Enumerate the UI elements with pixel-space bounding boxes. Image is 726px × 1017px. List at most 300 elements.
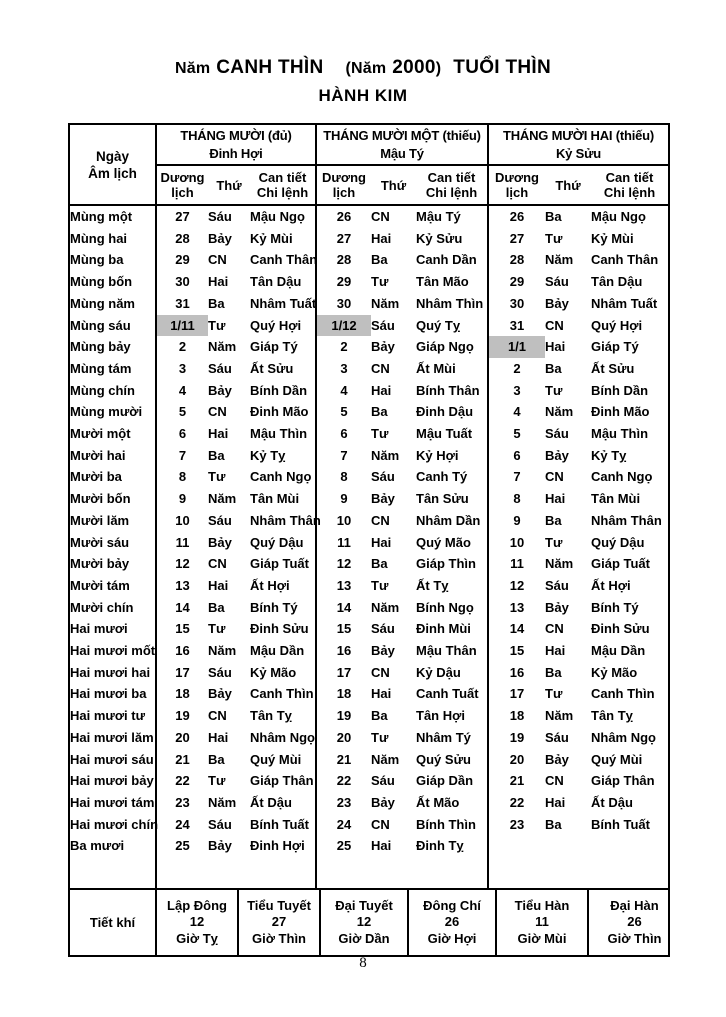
solar-date-cell: 3: [178, 360, 187, 376]
solar-date-cell: 14: [336, 599, 352, 615]
table-row: [69, 597, 669, 619]
solar-date-cell: 28: [509, 252, 525, 268]
weekday-cell: [545, 835, 591, 857]
weekday-cell: CN: [208, 404, 227, 420]
weekday-cell: Sáu: [371, 621, 395, 637]
solar-date-cell: 15: [336, 621, 352, 637]
solar-line2: lịch: [505, 185, 529, 200]
canchi-cell: Mậu Ngọ: [250, 205, 316, 228]
solar-date-cell: 26: [336, 209, 352, 224]
canchi-cell: Kỷ Hợi: [416, 445, 488, 467]
weekday-cell: Năm: [371, 295, 400, 311]
solar-date-cell: 10: [175, 512, 190, 528]
solar-date-cell: 21: [509, 773, 525, 789]
solar-date-cell: [488, 835, 545, 857]
subheader-canchi: [416, 165, 488, 205]
solar-term: [237, 890, 319, 955]
table-row: [69, 835, 669, 857]
spacer-cell: [69, 857, 156, 889]
weekday-cell: Tư: [545, 382, 563, 398]
solar-date-cell: 2: [340, 339, 348, 355]
weekday-cell: Năm: [371, 447, 400, 463]
solar-date-cell: 27: [175, 209, 190, 224]
solar-term-day: 27: [271, 914, 287, 930]
canchi-cell: Nhâm Tuất: [250, 293, 316, 315]
solar-date-cell: 11: [510, 556, 524, 572]
lunar-day-label: Mùng sáu: [69, 315, 156, 337]
lunar-day-label: Mười sáu: [69, 532, 156, 554]
table-row: [69, 792, 669, 814]
canchi-cell: Canh Tuất: [416, 683, 488, 705]
solar-date-cell: 14: [509, 621, 525, 637]
weekday-cell: Tư: [545, 230, 563, 246]
canchi-cell: Ất Dậu: [591, 794, 633, 810]
weekday-cell: CN: [371, 816, 390, 832]
title-nam: Năm: [175, 60, 211, 77]
weekday-cell: Hai: [208, 274, 229, 290]
weekday-cell: Sáu: [545, 577, 569, 593]
canchi-cell: Ất Sửu: [250, 358, 316, 380]
solar-term-name: Đại Hàn: [610, 897, 659, 913]
weekday-cell: Năm: [545, 252, 574, 268]
canchi-cell: Tân Dậu: [250, 271, 316, 293]
subheader-solar: [316, 165, 371, 205]
weekday-cell: Năm: [208, 643, 237, 659]
table-row: [69, 532, 669, 554]
canchi-cell: Tân Mùi: [250, 488, 316, 510]
weekday-cell: CN: [371, 512, 390, 528]
weekday-cell: Bảy: [371, 794, 395, 810]
subheader-weekday: Thứ: [208, 165, 250, 205]
canchi-cell: Bính Dần: [591, 382, 649, 398]
weekday-cell: Hai: [208, 729, 229, 745]
corner-header: [69, 124, 156, 205]
table-row: [69, 293, 669, 315]
canchi-cell: Mậu Tuất: [416, 423, 488, 445]
canchi-cell: Kỷ Sửu: [416, 228, 488, 250]
solar-date-cell: 8: [513, 491, 521, 507]
weekday-cell: Sáu: [208, 360, 232, 376]
weekday-cell: Ba: [208, 751, 225, 767]
solar-date-cell: 17: [336, 664, 352, 680]
canchi-cell: [591, 835, 669, 857]
canchi-cell: Đinh Mão: [250, 401, 316, 423]
table-row: [69, 575, 669, 597]
canchi-line2: Chi lệnh: [256, 185, 309, 200]
canchi-cell: Tân Tỵ: [250, 705, 316, 727]
solar-line1: Dương: [495, 170, 539, 185]
canchi-cell: Mậu Thìn: [250, 423, 316, 445]
solar-date-cell: 18: [175, 686, 190, 702]
weekday-cell: Tư: [371, 274, 389, 290]
solar-date-cell: 15: [509, 643, 525, 659]
weekday-cell: Ba: [545, 209, 562, 224]
solar-term-day: 12: [189, 914, 205, 930]
solar-term-hour: Giờ Hợi: [427, 930, 477, 946]
solar-date-cell: 19: [336, 708, 352, 724]
tiet-khi-cells: [156, 889, 669, 956]
weekday-cell: Ba: [371, 556, 388, 572]
canchi-cell: Mậu Tý: [416, 205, 488, 228]
canchi-line2: Chi lệnh: [603, 185, 656, 200]
solar-term: [407, 890, 495, 955]
solar-term-name: Tiểu Tuyết: [247, 897, 311, 913]
canchi-cell: Quý Mùi: [591, 751, 643, 767]
canchi-cell: Ất Sửu: [591, 360, 635, 376]
canchi-cell: Kỷ Tỵ: [250, 445, 316, 467]
weekday-cell: Ba: [208, 447, 225, 463]
table-row: [69, 618, 669, 640]
weekday-cell: Hai: [208, 577, 229, 593]
table-row: [69, 705, 669, 727]
weekday-cell: Sáu: [371, 773, 395, 789]
solar-date-cell: 22: [175, 773, 190, 789]
table-row: [69, 727, 669, 749]
canchi-cell: Canh Dần: [416, 249, 488, 271]
solar-date-cell: 21: [175, 751, 190, 767]
canchi-cell: Bính Dần: [250, 380, 316, 402]
solar-date-cell: 16: [175, 643, 190, 659]
table-row: [69, 271, 669, 293]
table-footer: [69, 889, 669, 956]
canchi-line1: Can tiết: [258, 170, 307, 185]
solar-date-cell: 5: [178, 404, 187, 420]
solar-date-cell: 13: [336, 577, 352, 593]
weekday-cell: Ba: [208, 599, 225, 615]
lunar-day-label: Hai mươi: [69, 618, 156, 640]
solar-term: [587, 890, 680, 955]
weekday-cell: Năm: [208, 491, 237, 507]
canchi-cell: Canh Tý: [416, 466, 488, 488]
canchi-cell: Ất Dậu: [250, 792, 316, 814]
table-row: [69, 380, 669, 402]
month-header-3: [488, 124, 669, 165]
solar-date-cell: 19: [509, 729, 525, 745]
table-row: [69, 814, 669, 836]
canchi-cell: Nhâm Tý: [416, 727, 488, 749]
solar-date-cell: 5: [513, 426, 521, 442]
title-paren-close: ): [435, 60, 442, 77]
table-row: [69, 205, 669, 228]
canchi-cell: Nhâm Thân: [250, 510, 316, 532]
table-row: [69, 553, 669, 575]
weekday-cell: Tư: [371, 729, 389, 745]
lunar-day-label: Hai mươi tư: [69, 705, 156, 727]
solar-date-cell: 10: [336, 512, 352, 528]
lunar-day-label: Mười chín: [69, 597, 156, 619]
canchi-cell: Canh Thân: [591, 252, 659, 268]
weekday-cell: Năm: [545, 404, 574, 420]
canchi-cell: Mậu Thìn: [591, 426, 649, 442]
lunar-day-label: Mùng chín: [69, 380, 156, 402]
lunar-day-label: Mười lăm: [69, 510, 156, 532]
lunar-day-label: Mười bốn: [69, 488, 156, 510]
solar-date-cell: 11: [175, 534, 190, 550]
subheader-weekday: Thứ: [371, 165, 416, 205]
tiet-khi-label: Tiết khí: [69, 889, 156, 956]
weekday-cell: Ba: [208, 295, 225, 311]
weekday-cell: Năm: [208, 339, 237, 355]
solar-date-cell: 31: [175, 295, 190, 311]
solar-date-cell: 4: [513, 404, 521, 420]
solar-date-cell: 6: [513, 447, 521, 463]
solar-date-cell: 12: [509, 577, 525, 593]
table-row: [69, 749, 669, 771]
lunar-day-label: Mười hai: [69, 445, 156, 467]
spacer-cell: [156, 857, 316, 889]
canchi-cell: Nhâm Thân: [591, 512, 662, 528]
month-header-1: [156, 124, 316, 165]
weekday-cell: Sáu: [371, 469, 395, 485]
spacer-cell: [488, 857, 669, 889]
weekday-cell: Tư: [545, 534, 563, 550]
weekday-cell: CN: [208, 252, 227, 268]
canchi-cell: Tân Tỵ: [591, 708, 633, 724]
weekday-cell: Bảy: [208, 382, 232, 398]
canchi-cell: Nhâm Ngọ: [250, 727, 316, 749]
canchi-cell: Kỷ Tỵ: [591, 447, 627, 463]
solar-term: [319, 890, 407, 955]
weekday-cell: Tư: [208, 621, 226, 637]
solar-term-hour: Giờ Thìn: [607, 930, 662, 946]
lunar-day-label: Mùng mười: [69, 401, 156, 423]
month-title: THÁNG MƯỜI MỘT (thiếu): [323, 127, 481, 143]
canchi-cell: Đinh Sửu: [591, 621, 650, 637]
canchi-cell: Canh Thìn: [591, 686, 655, 702]
canchi-cell: Bính Tý: [591, 599, 639, 615]
canchi-cell: Giáp Tuất: [591, 556, 650, 572]
weekday-cell: Bảy: [545, 751, 569, 767]
solar-date-cell: 2: [513, 360, 521, 376]
canchi-cell: Đinh Dậu: [416, 401, 488, 423]
canchi-cell: Tân Hợi: [416, 705, 488, 727]
canchi-cell: Bính Ngọ: [416, 597, 488, 619]
canchi-cell: Nhâm Tuất: [591, 295, 658, 311]
solar-date-cell: 20: [509, 751, 525, 767]
solar-term-hour: Giờ Tỵ: [176, 930, 218, 946]
canchi-cell: Canh Thìn: [250, 683, 316, 705]
canchi-cell: Giáp Dần: [416, 770, 488, 792]
spacer-row: [69, 857, 669, 889]
canchi-cell: Tân Mùi: [591, 491, 641, 507]
canchi-cell: Canh Ngọ: [591, 469, 653, 485]
solar-date-cell: 16: [336, 643, 352, 659]
table-row: [69, 488, 669, 510]
canchi-cell: Mậu Thân: [416, 640, 488, 662]
weekday-cell: Sáu: [208, 816, 232, 832]
weekday-cell: Tư: [208, 317, 226, 333]
weekday-cell: Ba: [545, 360, 562, 376]
solar-date-cell: 30: [175, 274, 190, 290]
month-canchi: Đinh Hợi: [209, 145, 263, 161]
canchi-cell: Đinh Tỵ: [416, 835, 488, 857]
weekday-cell: Bảy: [545, 599, 569, 615]
canchi-line1: Can tiết: [605, 170, 654, 185]
solar-date-cell: 23: [509, 816, 525, 832]
title-year-number: 2000: [392, 57, 436, 78]
solar-term-name: Tiểu Hàn: [514, 897, 570, 913]
solar-date-cell: 20: [336, 729, 352, 745]
table-row: [69, 466, 669, 488]
canchi-cell: Kỷ Mùi: [591, 230, 634, 246]
weekday-cell: Năm: [371, 599, 400, 615]
solar-date-cell: 13: [175, 577, 190, 593]
solar-term: [495, 890, 587, 955]
lunar-day-label: Mùng bảy: [69, 336, 156, 358]
canchi-line1: Can tiết: [427, 170, 476, 185]
lunar-day-label: Mùng bốn: [69, 271, 156, 293]
weekday-cell: Bảy: [208, 838, 232, 854]
subheader-canchi: [250, 165, 316, 205]
solar-term: [157, 890, 237, 955]
weekday-cell: CN: [371, 360, 390, 376]
weekday-cell: Tư: [371, 577, 389, 593]
weekday-cell: Hai: [371, 686, 392, 702]
solar-date-cell: 3: [513, 382, 521, 398]
solar-date-cell: 1/12: [316, 315, 371, 337]
subheader-weekday: Thứ: [545, 165, 591, 205]
canchi-cell: Tân Dậu: [591, 274, 643, 290]
weekday-cell: Tư: [208, 773, 226, 789]
solar-date-cell: 12: [175, 556, 190, 572]
weekday-cell: CN: [208, 708, 227, 724]
title-year-name: CANH THÌN: [216, 57, 324, 78]
month-header-2: [316, 124, 488, 165]
weekday-cell: Năm: [545, 708, 574, 724]
solar-date-cell: 18: [336, 686, 352, 702]
weekday-cell: Ba: [545, 512, 562, 528]
solar-date-cell: 23: [175, 794, 190, 810]
weekday-cell: Năm: [371, 751, 400, 767]
solar-date-cell: 31: [509, 317, 525, 333]
canchi-cell: Giáp Thân: [250, 770, 316, 792]
canchi-cell: Đinh Hợi: [250, 835, 316, 857]
canchi-cell: Giáp Ngọ: [416, 336, 488, 358]
table-row: [69, 401, 669, 423]
weekday-cell: Ba: [371, 404, 388, 420]
subheader-solar: [488, 165, 545, 205]
solar-date-cell: 24: [336, 816, 352, 832]
solar-date-cell: 15: [175, 621, 190, 637]
canchi-cell: Giáp Thìn: [416, 553, 488, 575]
solar-term-day: 26: [627, 914, 642, 930]
solar-date-cell: 21: [336, 751, 352, 767]
lunar-calendar-table: [68, 123, 670, 957]
table-row: [69, 662, 669, 684]
solar-date-cell: 11: [337, 534, 351, 550]
canchi-line2: Chi lệnh: [425, 185, 478, 200]
canchi-cell: Mậu Ngọ: [591, 209, 646, 224]
solar-date-cell: 13: [509, 599, 525, 615]
lunar-day-label: Hai mươi ba: [69, 683, 156, 705]
solar-date-cell: 28: [175, 230, 190, 246]
lunar-day-label: Hai mươi chín: [69, 814, 156, 836]
canchi-cell: Giáp Thân: [591, 773, 655, 789]
canchi-cell: Quý Dậu: [250, 532, 316, 554]
weekday-cell: CN: [545, 773, 564, 789]
table-row: [69, 423, 669, 445]
weekday-cell: Hai: [371, 382, 392, 398]
corner-line2: Âm lịch: [88, 165, 137, 181]
title-paren-open: (Năm: [345, 60, 387, 77]
table-row: [69, 315, 669, 337]
canchi-cell: Quý Hợi: [250, 315, 316, 337]
weekday-cell: CN: [371, 209, 390, 224]
solar-date-cell: 3: [340, 360, 348, 376]
page-number: 8: [359, 955, 367, 971]
canchi-cell: Ất Mùi: [416, 358, 488, 380]
lunar-day-label: Hai mươi lăm: [69, 727, 156, 749]
solar-date-cell: 5: [340, 404, 348, 420]
weekday-cell: Ba: [371, 252, 388, 268]
weekday-cell: Bảy: [208, 534, 232, 550]
month-title: THÁNG MƯỜI HAI (thiếu): [502, 127, 655, 143]
canchi-cell: Giáp Tuất: [250, 553, 316, 575]
solar-line1: Dương: [322, 170, 366, 185]
canchi-cell: Quý Tỵ: [416, 315, 488, 337]
canchi-cell: Tân Sửu: [416, 488, 488, 510]
canchi-cell: Bính Tuất: [591, 816, 650, 832]
weekday-cell: CN: [545, 621, 564, 637]
canchi-cell: Quý Hợi: [591, 317, 643, 333]
solar-date-cell: 17: [509, 686, 525, 702]
weekday-cell: Hai: [371, 838, 392, 854]
weekday-cell: Bảy: [208, 686, 232, 702]
table-row: [69, 336, 669, 358]
lunar-day-label: Mười một: [69, 423, 156, 445]
page-title: [0, 57, 726, 79]
weekday-cell: Sáu: [208, 512, 232, 528]
solar-date-cell: 24: [175, 816, 190, 832]
weekday-cell: Hai: [545, 643, 566, 659]
corner-line1: Ngày: [95, 148, 129, 164]
solar-date-cell: 22: [336, 773, 352, 789]
canchi-cell: Ất Tỵ: [416, 575, 488, 597]
weekday-cell: Hai: [545, 794, 566, 810]
solar-date-cell: 10: [509, 534, 525, 550]
weekday-cell: Tư: [371, 426, 389, 442]
canchi-cell: Mậu Dần: [250, 640, 316, 662]
solar-date-cell: 25: [175, 838, 190, 854]
weekday-cell: Ba: [545, 816, 562, 832]
canchi-cell: Kỷ Dậu: [416, 662, 488, 684]
weekday-cell: Sáu: [208, 209, 232, 224]
solar-date-cell: 2: [178, 339, 187, 355]
solar-date-cell: 16: [509, 664, 525, 680]
canchi-cell: Nhâm Ngọ: [591, 729, 656, 745]
solar-date-cell: 28: [336, 252, 352, 268]
weekday-cell: Sáu: [545, 274, 569, 290]
solar-date-cell: 27: [509, 230, 525, 246]
solar-date-cell: 9: [513, 512, 521, 528]
solar-date-cell: 29: [509, 274, 525, 290]
canchi-cell: Kỷ Mão: [250, 662, 316, 684]
solar-date-cell: 18: [509, 708, 525, 724]
solar-date-cell: 29: [175, 252, 190, 268]
solar-date-cell: 7: [178, 447, 187, 463]
canchi-cell: Đinh Mão: [591, 404, 650, 420]
canchi-cell: Bính Thân: [416, 380, 488, 402]
weekday-cell: Bảy: [371, 339, 395, 355]
weekday-cell: Sáu: [545, 426, 569, 442]
solar-term-name: Lập Đông: [167, 897, 227, 913]
weekday-cell: Bảy: [371, 643, 395, 659]
weekday-cell: Ba: [371, 708, 388, 724]
lunar-day-label: Mùng ba: [69, 249, 156, 271]
solar-line1: Dương: [160, 170, 205, 185]
solar-date-cell: 1/11: [156, 315, 208, 337]
lunar-day-label: Mùng tám: [69, 358, 156, 380]
